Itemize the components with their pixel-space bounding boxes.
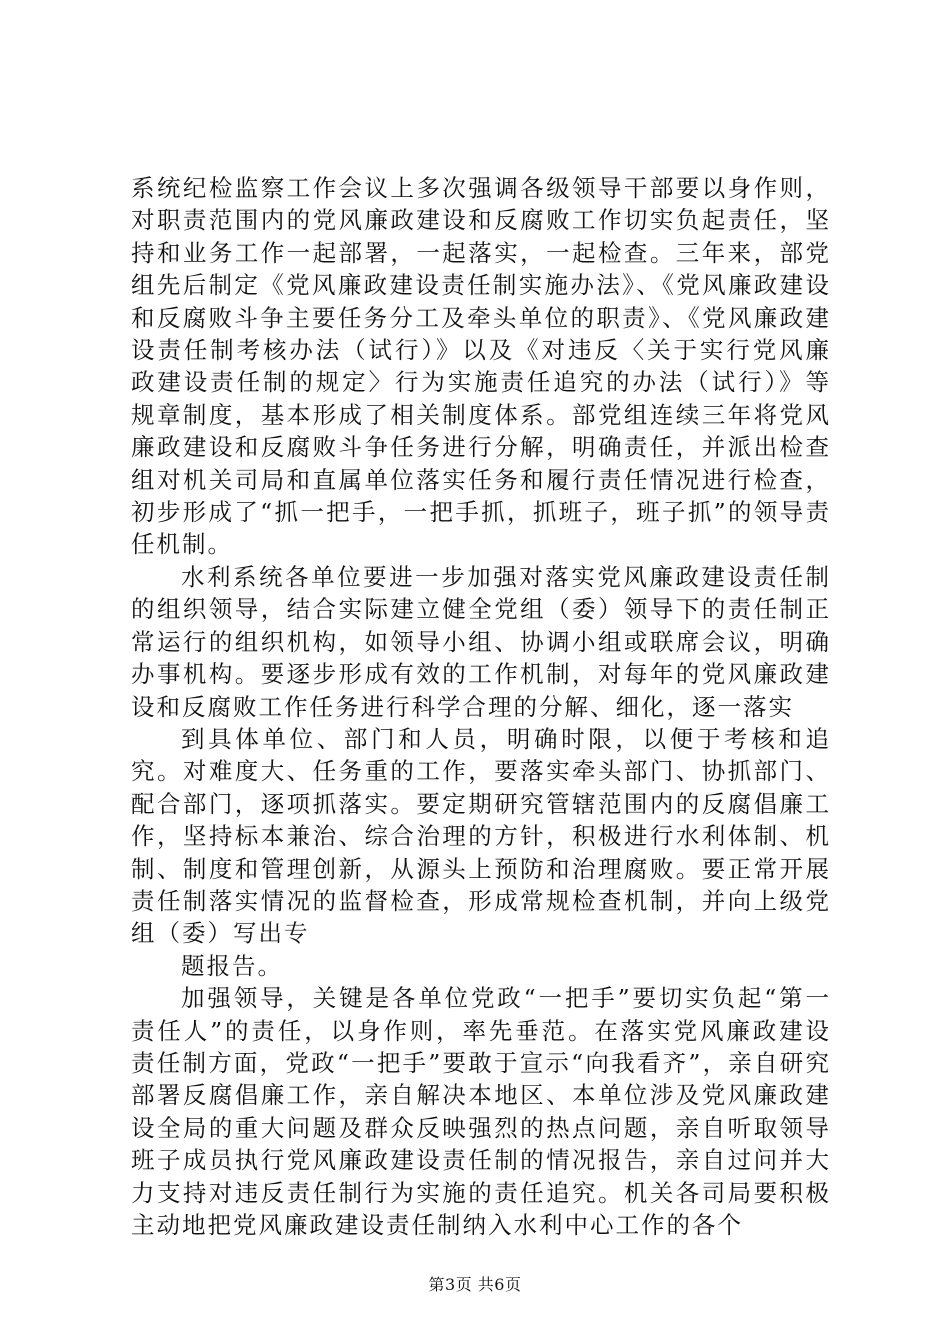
document-body — [131, 172, 831, 1241]
paragraph-1: 系统纪检监察工作会议上多次强调各级领导干部要以身作则，对职责范围内的党风廉政建设和反腐败工作切实负起责任，坚持和业务工作一起部署，一起落实，一起检查。三年来，部党组先后制定《党风廉政建设责任制实施办法》、《党风廉政建设和反腐败斗争主要任务分工及牵头单位的职责》、《党风廉政建设责任制考核办法（试行）》以及《对违反〈关于实行党风廉政建设责任制的规定〉行为实施责任追究的办法（试行）》等规章制度，基本形成了相关制度体系。部党组连续三年将党风廉政建设和反腐败斗争任务进行分解，明确责任，并派出检查组对机关司局和直属单位落实任务和履行责任情况进行检查，初步形成了“抓一把手，一把手抓，抓班子，班子抓”的领导责任机制。 — [131, 174, 831, 559]
paragraph-3: 到具体单位、部门和人员，明确时限，以便于考核和追究。对难度大、任务重的工作，要落实牵头部门、协抓部门、配合部门，逐项抓落实。要定期研究管辖范围内的反腐倡廉工作，坚持标本兼治、综合治理的方针，积极进行水利体制、机制、制度和管理创新，从源头上预防和治理腐败。要正常开展责任制落实情况的监督检查，形成常规检查机制，并向上级党组（委）写出专 — [131, 724, 831, 948]
paragraph-5: 加强领导，关键是各单位党政“一把手”要切实负起“第一责任人”的责任，以身作则，率先垂范。在落实党风廉政建设责任制方面，党政“一把手”要敢于宣示“向我看齐”，亲自研究部署反腐倡廉工作，亲自解决本地区、本单位涉及党风廉政建设全局的重大问题及群众反映强烈的热点问题，亲自听取领导班子成员执行党风廉政建设责任制的情况报告，亲自过问并大力支持对违反责任制行为实施的责任追究。机关各司局要积极主动地把党风廉政建设责任制纳入水利中心工作的各个 — [131, 984, 831, 1239]
page-footer: 第3页 共6页 — [428, 1275, 522, 1294]
paragraph-2: 水利系统各单位要进一步加强对落实党风廉政建设责任制的组织领导，结合实际建立健全党组（委）领导下的责任制正常运行的组织机构，如领导小组、协调小组或联席会议，明确办事机构。要逐步形成有效的工作机制，对每年的党风廉政建设和反腐败工作任务进行科学合理的分解、细化，逐一落实 — [131, 562, 831, 721]
paragraph-4: 题报告。 — [181, 951, 283, 980]
